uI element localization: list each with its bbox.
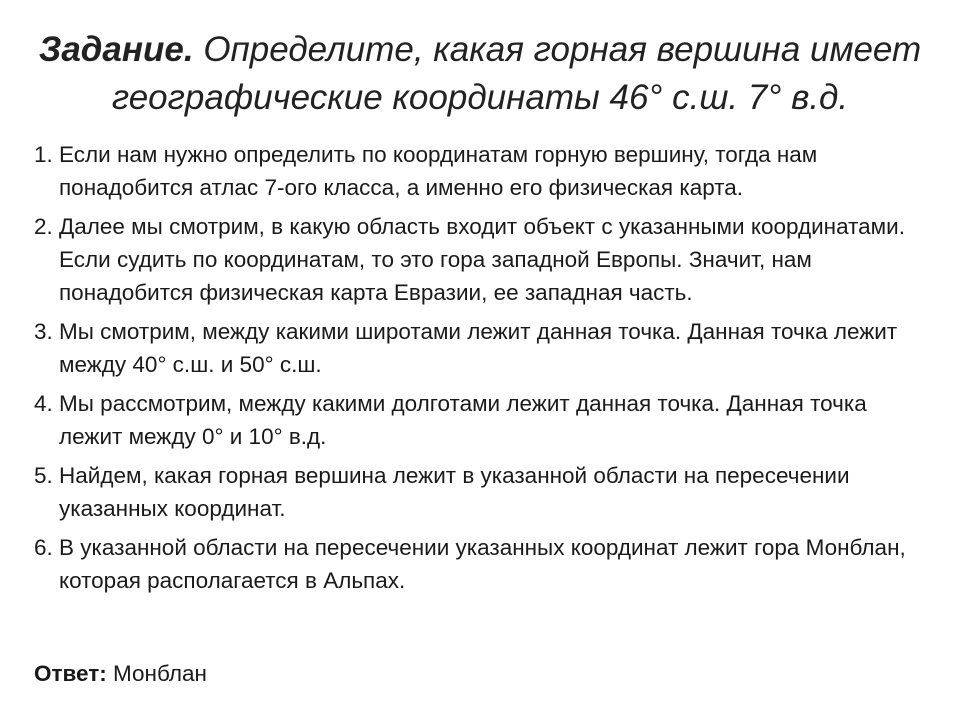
answer-label: Ответ: [34, 661, 107, 686]
step-item-5: 5. Найдем, какая горная вершина лежит в указанной области на пересечении указанных координат. [34, 463, 850, 521]
slide-title [20, 26, 940, 122]
step-item-6: 6. В указанной области на пересечении указанных координат лежит гора Монблан, которая располагается в Альпах. [34, 535, 906, 593]
title-text: Определите, какая горная вершина имеет географические координаты 46° с.ш. 7° в.д. [111, 30, 922, 117]
step-item-1: 1. Если нам нужно определить по координатам горную вершину, тогда нам понадобится атлас 7-ого класса, а именно его физическая карта. [34, 142, 818, 200]
step-item-3: 3. Мы смотрим, между какими широтами лежит данная точка. Данная точка лежит между 40° с.ш. и 50° с.ш. [34, 319, 898, 377]
answer-value: Монблан [106, 661, 207, 686]
step-item-4: 4. Мы рассмотрим, между какими долготами лежит данная точка. Данная точка лежит между 0° и 10° в.д. [34, 391, 867, 449]
step-item-2: 2. Далее мы смотрим, в какую область входит объект с указанными координатами. Если судить по координатам, то это гора западной Европы. Значит, нам понадобится физическая карта Евразии, ее западная часть. [34, 214, 905, 305]
steps-list [34, 138, 934, 603]
answer [34, 657, 207, 690]
title-lead: Задание. [38, 30, 194, 69]
